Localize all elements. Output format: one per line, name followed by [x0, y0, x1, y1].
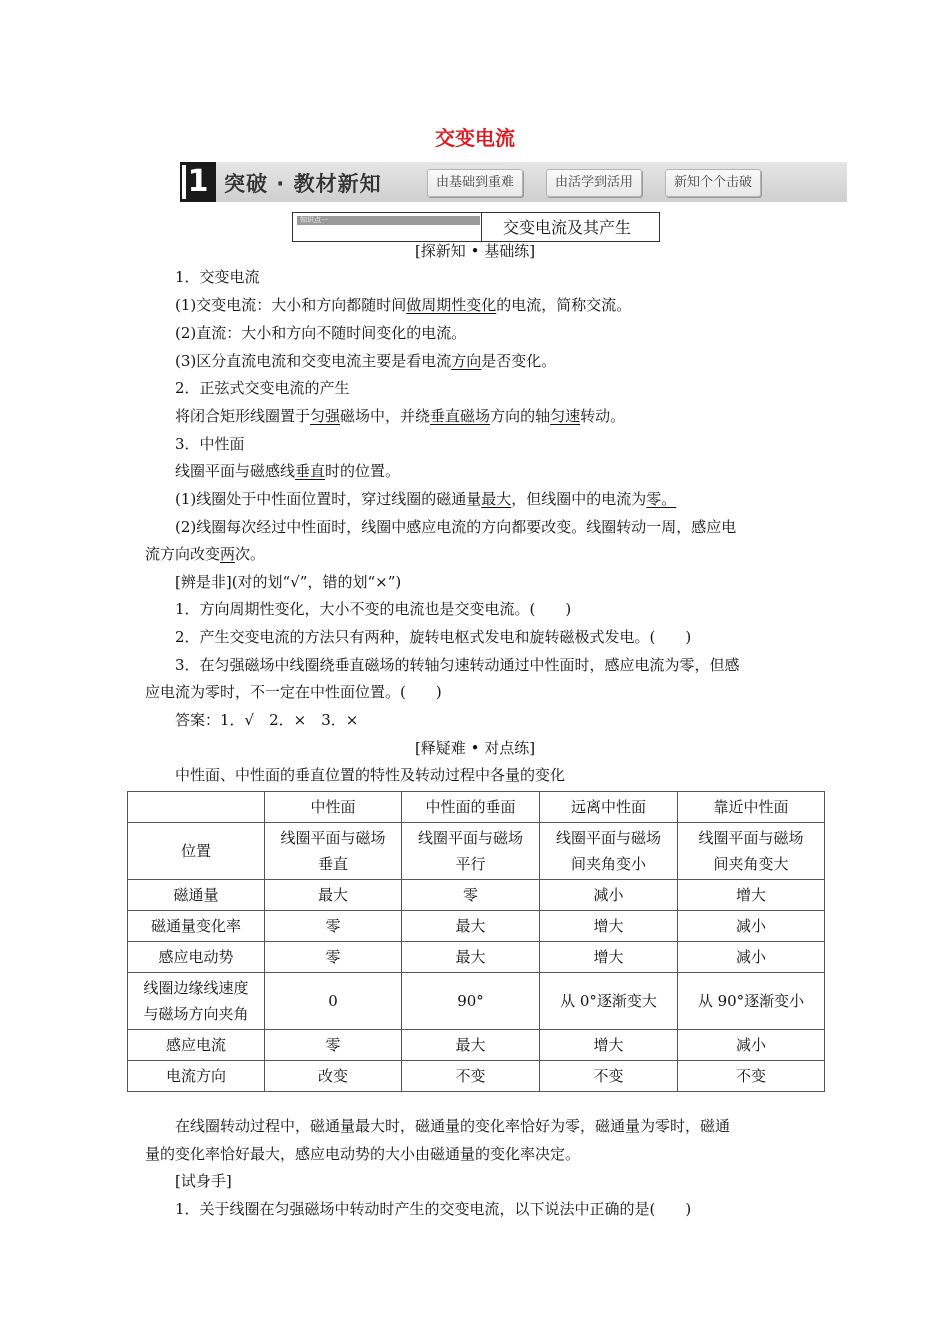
table-cell: 线圈平面与磁场 平行	[402, 823, 540, 880]
table-cell: 零	[265, 942, 402, 973]
table-cell: 增大	[540, 1030, 678, 1061]
table-cell: 最大	[265, 880, 402, 911]
table-cell: 零	[402, 880, 540, 911]
table-row	[128, 1061, 825, 1092]
divider	[481, 213, 482, 241]
table-cell: 不变	[402, 1061, 540, 1092]
comparison-table	[127, 791, 825, 1092]
row-label: 感应电动势	[128, 942, 265, 973]
banner-number: 1	[180, 162, 216, 202]
table-cell: 增大	[678, 880, 825, 911]
summary-paragraph: 在线圈转动过程中，磁通量最大时，磁通量的变化率恰好为零，磁通量为零时，磁通	[175, 1117, 731, 1135]
knowledge-point-heading: 交变电流及其产生	[503, 218, 632, 237]
paragraph: (3)区分直流电流和交变电流主要是看电流方向是否变化。	[175, 352, 557, 370]
judge-question: 应电流为零时，不一定在中性面位置。( )	[145, 683, 442, 701]
try-label: [试身手]	[175, 1172, 232, 1190]
item-heading: 2．正弦式交变电流的产生	[175, 379, 350, 397]
table-cell: 改变	[265, 1061, 402, 1092]
table-cell: 减小	[678, 942, 825, 973]
table-cell: 零	[265, 911, 402, 942]
summary-paragraph: 量的变化率恰好最大，感应电动势的大小由磁通量的变化率决定。	[145, 1145, 581, 1163]
judge-question: 2．产生交变电流的方法只有两种，旋转电枢式发电和旋转磁极式发电。( )	[175, 628, 692, 646]
table-cell: 最大	[402, 1030, 540, 1061]
pill-knowledge-points: 新知个个击破	[665, 169, 761, 197]
judge-header: [辨是非](对的划“√”，错的划“×”)	[175, 573, 402, 591]
table-header-row	[128, 792, 825, 823]
table-cell: 最大	[402, 911, 540, 942]
knowledge-point-box	[292, 212, 660, 242]
table-cell: 零	[265, 1030, 402, 1061]
table-cell: 线圈平面与磁场 间夹角变大	[678, 823, 825, 880]
table-cell: 减小	[678, 1030, 825, 1061]
item-heading: 3．中性面	[175, 435, 245, 453]
section-label: [释疑难 • 对点练]	[414, 739, 536, 757]
paragraph: 将闭合矩形线圈置于匀强磁场中，并绕垂直磁场方向的轴匀速转动。	[175, 407, 626, 425]
row-label: 线圈边缘线速度 与磁场方向夹角	[128, 973, 265, 1030]
table-cell: 线圈平面与磁场 间夹角变小	[540, 823, 678, 880]
row-label: 电流方向	[128, 1061, 265, 1092]
page-title: 交变电流	[435, 126, 515, 150]
table-cell: 不变	[540, 1061, 678, 1092]
paragraph: (2)直流：大小和方向不随时间变化的电流。	[175, 324, 467, 342]
table-cell: 0	[265, 973, 402, 1030]
table-header: 靠近中性面	[678, 792, 825, 823]
row-label: 磁通量	[128, 880, 265, 911]
table-header: 中性面	[265, 792, 402, 823]
answer: 答案：1．√ 2．× 3．×	[175, 711, 359, 729]
table-row	[128, 1030, 825, 1061]
table-row	[128, 880, 825, 911]
paragraph: 流方向改变两次。	[145, 545, 266, 563]
table-caption: 中性面、中性面的垂直位置的特性及转动过程中各量的变化	[175, 766, 566, 784]
table-row	[128, 823, 825, 880]
pill-basic-to-hard: 由基础到重难	[427, 169, 523, 197]
table-cell: 增大	[540, 911, 678, 942]
paragraph: (1)交变电流：大小和方向都随时间做周期性变化的电流，简称交流。	[175, 296, 632, 314]
paragraph: (2)线圈每次经过中性面时，线圈中感应电流的方向都要改变。线圈转动一周，感应电	[175, 518, 737, 536]
row-label: 感应电流	[128, 1030, 265, 1061]
table-cell: 从 90°逐渐变小	[678, 973, 825, 1030]
table-row	[128, 973, 825, 1030]
table-cell: 增大	[540, 942, 678, 973]
table-cell: 90°	[402, 973, 540, 1030]
row-label: 磁通量变化率	[128, 911, 265, 942]
pill-learn-to-apply: 由活学到活用	[546, 169, 642, 197]
table-row	[128, 911, 825, 942]
table-cell: 线圈平面与磁场 垂直	[265, 823, 402, 880]
banner-label: 突破 · 教材新知	[224, 172, 382, 196]
table-cell: 减小	[540, 880, 678, 911]
row-label: 位置	[128, 823, 265, 880]
paragraph: 线圈平面与磁感线垂直时的位置。	[175, 462, 401, 480]
try-question: 1．关于线圈在匀强磁场中转动时产生的交变电流，以下说法中正确的是( )	[175, 1200, 692, 1218]
table-cell: 最大	[402, 942, 540, 973]
table-cell: 减小	[678, 911, 825, 942]
judge-question: 3．在匀强磁场中线圈绕垂直磁场的转轴匀速转动通过中性面时，感应电流为零，但感	[175, 656, 740, 674]
table-cell: 不变	[678, 1061, 825, 1092]
table-row	[128, 942, 825, 973]
judge-question: 1．方向周期性变化，大小不变的电流也是交变电流。( )	[175, 600, 572, 618]
section-banner	[180, 162, 847, 202]
knowledge-point-tag: 知识点一	[297, 216, 480, 225]
item-heading: 1．交变电流	[175, 268, 260, 286]
section-label: [探新知 • 基础练]	[414, 242, 536, 260]
table-header	[128, 792, 265, 823]
table-cell: 从 0°逐渐变大	[540, 973, 678, 1030]
table-header: 中性面的垂面	[402, 792, 540, 823]
paragraph: (1)线圈处于中性面位置时，穿过线圈的磁通量最大，但线圈中的电流为零。	[175, 490, 677, 508]
table-header: 远离中性面	[540, 792, 678, 823]
